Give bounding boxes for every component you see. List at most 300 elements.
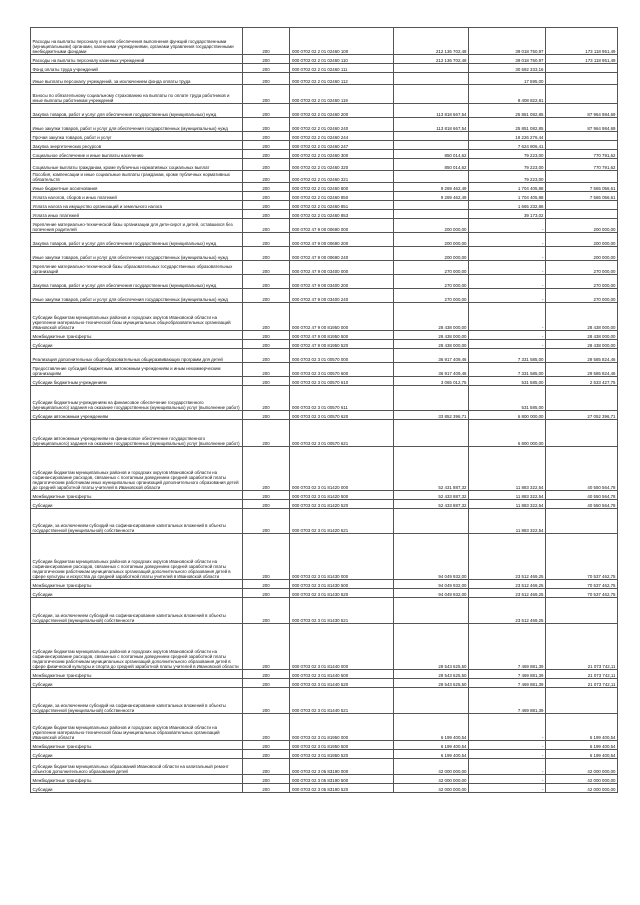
cell-v2: 23 512 469,25 bbox=[469, 580, 546, 589]
cell-v2: - bbox=[469, 784, 546, 793]
cell-v2: 7 331 585,00 bbox=[469, 363, 546, 377]
cell-name: Субсидии бюджетам муниципальных районов и городских округов Ивановской области на софинансирование расходов, связанных с поэтапным доведением средней заработной платы педагогическим работникам иных муниципальных организаций дополнительного образования детей до средней заработной платы учителей в Ивановской области bbox=[31, 447, 243, 491]
table-row bbox=[31, 420, 618, 447]
cell-v1: 6 199 400,54 bbox=[394, 750, 469, 759]
cell-kbk: 000 0703 02 3 01 00570 620 bbox=[290, 411, 394, 420]
cell-v2: 1 704 405,88 bbox=[469, 183, 546, 192]
cell-code: 200 bbox=[243, 420, 290, 447]
cell-code: 200 bbox=[243, 534, 290, 580]
cell-v3: 6 199 400,54 bbox=[546, 741, 618, 750]
cell-v2: - bbox=[469, 340, 546, 349]
cell-code: 200 bbox=[243, 750, 290, 759]
table-row bbox=[31, 377, 618, 386]
cell-code: 200 bbox=[243, 55, 290, 64]
cell-v3: 2 533 427,75 bbox=[546, 377, 618, 386]
table-row bbox=[31, 132, 618, 141]
cell-kbk: 000 0702 02 2 01 02460 300 bbox=[290, 150, 394, 159]
cell-code: 200 bbox=[243, 104, 290, 118]
cell-v3: 87 964 984,69 bbox=[546, 118, 618, 132]
table-row bbox=[31, 624, 618, 670]
cell-v2: 79 223,00 bbox=[469, 159, 546, 171]
table-row bbox=[31, 447, 618, 491]
cell-code: 200 bbox=[243, 303, 290, 331]
cell-code: 200 bbox=[243, 28, 290, 55]
cell-name: Закупка товаров, работ и услуг для обеспечения государственных (муниципальных) нужд bbox=[31, 233, 243, 247]
table-row bbox=[31, 775, 618, 784]
cell-v1: 200 000,00 bbox=[394, 233, 469, 247]
cell-kbk: 000 0703 02 3 05 83190 500 bbox=[290, 775, 394, 784]
cell-kbk: 000 0703 02 3 01 81430 520 bbox=[290, 589, 394, 598]
cell-v1: 94 049 932,00 bbox=[394, 534, 469, 580]
cell-v2: 6 800 000,00 bbox=[469, 411, 546, 420]
table-row bbox=[31, 118, 618, 132]
cell-v1: 6 199 400,54 bbox=[394, 714, 469, 741]
cell-name: Субсидии бюджетам муниципальных образований Ивановской области на капитальный ремонт объектов дополнительного образования детей bbox=[31, 759, 243, 775]
cell-kbk: 000 0702 02 2 01 02460 320 bbox=[290, 159, 394, 171]
cell-name: Иные выплаты персоналу учреждений, за исключением фонда оплаты труда bbox=[31, 73, 243, 85]
cell-kbk: 000 0703 02 3 01 81950 520 bbox=[290, 750, 394, 759]
cell-v1 bbox=[394, 171, 469, 183]
table-row bbox=[31, 534, 618, 580]
cell-v2: 7 331 585,00 bbox=[469, 349, 546, 363]
table-row bbox=[31, 349, 618, 363]
cell-code: 200 bbox=[243, 589, 290, 598]
cell-v1: 113 818 667,54 bbox=[394, 104, 469, 118]
cell-name: Межбюджетные трансферты bbox=[31, 331, 243, 340]
cell-kbk: 000 0702 02 2 01 02460 247 bbox=[290, 141, 394, 150]
cell-v3: 29 585 824,46 bbox=[546, 363, 618, 377]
cell-kbk: 000 0703 02 3 01 81950 500 bbox=[290, 741, 394, 750]
table-row bbox=[31, 759, 618, 775]
table-row bbox=[31, 64, 618, 73]
cell-v1 bbox=[394, 73, 469, 85]
table-row bbox=[31, 171, 618, 183]
cell-v3: 770 791,62 bbox=[546, 159, 618, 171]
cell-v1: 33 852 396,71 bbox=[394, 411, 469, 420]
cell-v2: - bbox=[469, 289, 546, 303]
table-row bbox=[31, 363, 618, 377]
cell-v2: - bbox=[469, 714, 546, 741]
cell-v2: - bbox=[469, 233, 546, 247]
cell-code: 200 bbox=[243, 509, 290, 534]
cell-kbk: 000 0702 47 9 00 00690 000 bbox=[290, 219, 394, 233]
cell-v1: 28 438 000,00 bbox=[394, 303, 469, 331]
cell-name: Расходы на выплаты персоналу в целях обеспечения выполнения функций государственными (муниципальными) органами, казенными учреждениями, органами управления государственными внебюджетными фондами bbox=[31, 28, 243, 55]
cell-v2: 39 173,02 bbox=[469, 210, 546, 219]
cell-v3 bbox=[546, 141, 618, 150]
cell-name: Субсидии bbox=[31, 679, 243, 688]
cell-kbk: 000 0703 02 3 01 81440 521 bbox=[290, 688, 394, 714]
cell-v3 bbox=[546, 509, 618, 534]
cell-code: 200 bbox=[243, 261, 290, 275]
cell-v1 bbox=[394, 210, 469, 219]
cell-v2: 39 018 750,97 bbox=[469, 28, 546, 55]
table-row bbox=[31, 219, 618, 233]
cell-v3 bbox=[546, 386, 618, 411]
cell-v1 bbox=[394, 201, 469, 210]
cell-code: 200 bbox=[243, 219, 290, 233]
cell-v2: 23 512 469,25 bbox=[469, 534, 546, 580]
cell-kbk: 000 0703 02 3 01 81430 000 bbox=[290, 534, 394, 580]
cell-v2: - bbox=[469, 303, 546, 331]
cell-kbk: 000 0703 02 3 01 81430 500 bbox=[290, 580, 394, 589]
cell-kbk: 000 0702 47 9 00 03400 200 bbox=[290, 275, 394, 289]
cell-kbk: 000 0703 02 3 01 00570 610 bbox=[290, 377, 394, 386]
budget-report-sheet bbox=[30, 27, 617, 793]
cell-kbk: 000 0702 02 2 01 02460 244 bbox=[290, 132, 394, 141]
cell-v1: 52 433 887,32 bbox=[394, 491, 469, 500]
table-row bbox=[31, 247, 618, 261]
cell-v1 bbox=[394, 132, 469, 141]
cell-kbk: 000 0703 02 3 01 81440 500 bbox=[290, 670, 394, 679]
cell-kbk: 000 0702 02 2 01 02460 853 bbox=[290, 210, 394, 219]
table-row bbox=[31, 159, 618, 171]
cell-v2: 17 595,00 bbox=[469, 73, 546, 85]
cell-name: Субсидии bbox=[31, 589, 243, 598]
cell-code: 200 bbox=[243, 331, 290, 340]
cell-v2: - bbox=[469, 331, 546, 340]
table-row bbox=[31, 750, 618, 759]
table-row bbox=[31, 688, 618, 714]
cell-v3 bbox=[546, 85, 618, 104]
table-row bbox=[31, 192, 618, 201]
cell-code: 200 bbox=[243, 598, 290, 624]
cell-name: Иные закупки товаров, работ и услуг для обеспечения государственных (муниципальных) нужд bbox=[31, 118, 243, 132]
cell-name: Укрепление материально-технической базы образовательных государственных образовательных организаций bbox=[31, 261, 243, 275]
cell-v1: 3 065 012,75 bbox=[394, 377, 469, 386]
cell-name: Межбюджетные трансферты bbox=[31, 491, 243, 500]
cell-code: 200 bbox=[243, 580, 290, 589]
cell-v1: 200 000,00 bbox=[394, 219, 469, 233]
cell-v1: 6 199 400,54 bbox=[394, 741, 469, 750]
cell-code: 200 bbox=[243, 784, 290, 793]
cell-v2: 11 883 322,54 bbox=[469, 500, 546, 509]
cell-code: 200 bbox=[243, 141, 290, 150]
cell-v2: 11 883 322,54 bbox=[469, 491, 546, 500]
cell-v3: 173 118 951,49 bbox=[546, 28, 618, 55]
cell-v1: 9 269 462,49 bbox=[394, 192, 469, 201]
cell-v2: 79 223,00 bbox=[469, 150, 546, 159]
cell-name: Закупка энергетических ресурсов bbox=[31, 141, 243, 150]
cell-v1: 850 014,62 bbox=[394, 159, 469, 171]
cell-name: Субсидии бюджетным учреждениям на финансовое обеспечение государственного (муниципального) задания на оказание государственных (муниципальных) услуг (выполнение работ) bbox=[31, 386, 243, 411]
cell-kbk: 000 0702 02 2 01 02460 850 bbox=[290, 192, 394, 201]
cell-code: 200 bbox=[243, 349, 290, 363]
cell-v3: 7 565 056,61 bbox=[546, 192, 618, 201]
cell-kbk: 000 0702 47 9 00 03400 240 bbox=[290, 289, 394, 303]
cell-kbk: 000 0702 02 2 01 02460 800 bbox=[290, 183, 394, 192]
table-row bbox=[31, 150, 618, 159]
cell-v1: 850 014,62 bbox=[394, 150, 469, 159]
cell-v3: 28 438 000,00 bbox=[546, 331, 618, 340]
cell-code: 200 bbox=[243, 73, 290, 85]
table-row bbox=[31, 303, 618, 331]
cell-name: Субсидии bbox=[31, 340, 243, 349]
cell-name: Иные закупки товаров, работ и услуг для обеспечения государственных (муниципальных) нужд bbox=[31, 289, 243, 303]
cell-v3: 42 000 000,00 bbox=[546, 759, 618, 775]
cell-v2: - bbox=[469, 261, 546, 275]
cell-v3: 6 199 400,54 bbox=[546, 714, 618, 741]
table-row bbox=[31, 141, 618, 150]
cell-v1: 42 000 000,00 bbox=[394, 759, 469, 775]
cell-name: Субсидии бюджетам муниципальных районов и городских округов Ивановской области на софинансирование расходов, связанных с поэтапным доведением средней заработной платы педагогическим работникам муниципальных организаций дополнительного образования детей в сфере физической культуры и спорта до средней заработной платы учителей в Ивановской области bbox=[31, 624, 243, 670]
cell-kbk: 000 0703 02 3 01 81440 000 bbox=[290, 624, 394, 670]
cell-v3: 40 550 564,78 bbox=[546, 447, 618, 491]
table-row bbox=[31, 589, 618, 598]
cell-kbk: 000 0703 02 3 01 81420 000 bbox=[290, 447, 394, 491]
cell-v2: 79 223,00 bbox=[469, 171, 546, 183]
cell-v3: 21 073 742,11 bbox=[546, 679, 618, 688]
cell-name: Субсидии автономным учреждениям на финансовое обеспечение государственного (муниципального) задания на оказание государственных (муниципальных) услуг (выполнение работ) bbox=[31, 420, 243, 447]
cell-name: Уплата иных платежей bbox=[31, 210, 243, 219]
table-row bbox=[31, 741, 618, 750]
cell-v2: 11 883 322,54 bbox=[469, 447, 546, 491]
cell-v1: 42 000 000,00 bbox=[394, 784, 469, 793]
table-row bbox=[31, 784, 618, 793]
cell-v1: 94 049 932,00 bbox=[394, 589, 469, 598]
cell-name: Закупка товаров, работ и услуг для обеспечения государственных (муниципальных) нужд bbox=[31, 104, 243, 118]
cell-v2: 6 800 000,00 bbox=[469, 420, 546, 447]
cell-code: 200 bbox=[243, 64, 290, 73]
cell-code: 200 bbox=[243, 670, 290, 679]
cell-v3: 770 791,62 bbox=[546, 150, 618, 159]
cell-name: Межбюджетные трансферты bbox=[31, 580, 243, 589]
cell-kbk: 000 0703 02 3 01 00570 611 bbox=[290, 386, 394, 411]
cell-name: Пособия, компенсации и иные социальные выплаты гражданам, кроме публичных нормативных обязательств bbox=[31, 171, 243, 183]
cell-v2: 11 883 322,54 bbox=[469, 509, 546, 534]
cell-v1: 9 269 462,49 bbox=[394, 183, 469, 192]
cell-v1 bbox=[394, 420, 469, 447]
cell-name: Уплата налога на имущество организаций и земельного налога bbox=[31, 201, 243, 210]
cell-code: 200 bbox=[243, 132, 290, 141]
cell-v3: 27 052 396,71 bbox=[546, 411, 618, 420]
cell-v3: 70 537 462,75 bbox=[546, 534, 618, 580]
cell-v3: 70 537 462,75 bbox=[546, 589, 618, 598]
cell-code: 200 bbox=[243, 679, 290, 688]
cell-code: 200 bbox=[243, 377, 290, 386]
cell-code: 200 bbox=[243, 171, 290, 183]
cell-kbk: 000 0703 02 3 01 00570 600 bbox=[290, 363, 394, 377]
cell-kbk: 000 0703 02 3 01 81430 521 bbox=[290, 598, 394, 624]
cell-name: Субсидии, за исключением субсидий на софинансирование капитальных вложений в объекты государственной (муниципальной) собственности bbox=[31, 509, 243, 534]
cell-kbk: 000 0702 02 2 01 02460 321 bbox=[290, 171, 394, 183]
table-row bbox=[31, 598, 618, 624]
cell-v3 bbox=[546, 73, 618, 85]
table-row bbox=[31, 73, 618, 85]
cell-kbk: 000 0702 02 2 01 02460 111 bbox=[290, 64, 394, 73]
table-row bbox=[31, 55, 618, 64]
cell-v1: 52 431 887,32 bbox=[394, 447, 469, 491]
cell-code: 200 bbox=[243, 624, 290, 670]
cell-code: 200 bbox=[243, 411, 290, 420]
cell-v1: 212 136 702,48 bbox=[394, 28, 469, 55]
cell-code: 200 bbox=[243, 183, 290, 192]
table-row bbox=[31, 340, 618, 349]
table-row bbox=[31, 491, 618, 500]
cell-name: Межбюджетные трансферты bbox=[31, 670, 243, 679]
cell-code: 200 bbox=[243, 759, 290, 775]
table-row bbox=[31, 85, 618, 104]
cell-v1: 113 818 667,54 bbox=[394, 118, 469, 132]
cell-v3: 200 000,00 bbox=[546, 233, 618, 247]
cell-code: 200 bbox=[243, 491, 290, 500]
cell-code: 200 bbox=[243, 192, 290, 201]
cell-v2: - bbox=[469, 275, 546, 289]
cell-v2: 23 512 469,25 bbox=[469, 589, 546, 598]
cell-v1 bbox=[394, 598, 469, 624]
cell-kbk: 000 0702 47 9 00 81950 500 bbox=[290, 331, 394, 340]
cell-v2: - bbox=[469, 759, 546, 775]
cell-name: Фонд оплаты труда учреждений bbox=[31, 64, 243, 73]
cell-v1: 28 438 000,00 bbox=[394, 331, 469, 340]
cell-kbk: 000 0702 02 2 01 02460 110 bbox=[290, 55, 394, 64]
cell-v1 bbox=[394, 386, 469, 411]
cell-code: 200 bbox=[243, 85, 290, 104]
cell-v3: 270 000,00 bbox=[546, 275, 618, 289]
cell-code: 200 bbox=[243, 363, 290, 377]
cell-v3: 42 000 000,00 bbox=[546, 775, 618, 784]
cell-v3 bbox=[546, 64, 618, 73]
cell-kbk: 000 0703 02 3 01 81420 521 bbox=[290, 509, 394, 534]
cell-code: 200 bbox=[243, 688, 290, 714]
cell-code: 200 bbox=[243, 447, 290, 491]
cell-v3: 200 000,00 bbox=[546, 247, 618, 261]
cell-code: 200 bbox=[243, 775, 290, 784]
cell-v2: - bbox=[469, 741, 546, 750]
cell-v2: 25 851 082,85 bbox=[469, 104, 546, 118]
cell-code: 200 bbox=[243, 275, 290, 289]
table-row bbox=[31, 580, 618, 589]
cell-kbk: 000 0703 02 3 01 00570 621 bbox=[290, 420, 394, 447]
cell-kbk: 000 0703 02 3 05 83190 000 bbox=[290, 759, 394, 775]
cell-v3: 42 000 000,00 bbox=[546, 784, 618, 793]
cell-v3 bbox=[546, 598, 618, 624]
cell-v3: 28 438 000,00 bbox=[546, 303, 618, 331]
cell-kbk: 000 0702 47 9 00 81950 520 bbox=[290, 340, 394, 349]
cell-v3: 7 565 056,61 bbox=[546, 183, 618, 192]
cell-kbk: 000 0702 02 2 01 02460 240 bbox=[290, 118, 394, 132]
cell-v1: 270 000,00 bbox=[394, 289, 469, 303]
cell-v2: 7 469 881,39 bbox=[469, 670, 546, 679]
cell-v3 bbox=[546, 201, 618, 210]
cell-v2: 7 469 881,39 bbox=[469, 688, 546, 714]
cell-v2: 531 585,00 bbox=[469, 386, 546, 411]
cell-v1 bbox=[394, 85, 469, 104]
cell-name: Социальные выплаты гражданам, кроме публичных нормативных социальных выплат bbox=[31, 159, 243, 171]
table-row bbox=[31, 411, 618, 420]
cell-v1: 42 000 000,00 bbox=[394, 775, 469, 784]
cell-v1: 36 917 409,46 bbox=[394, 363, 469, 377]
cell-v3 bbox=[546, 210, 618, 219]
table-row bbox=[31, 104, 618, 118]
cell-code: 200 bbox=[243, 340, 290, 349]
cell-name: Иные бюджетные ассигнования bbox=[31, 183, 243, 192]
cell-name: Укрепление материально-технической базы организации для дети-сирот и детей, оставшихся без попечения родителей bbox=[31, 219, 243, 233]
cell-v3: 21 073 742,11 bbox=[546, 670, 618, 679]
cell-v1: 36 917 409,46 bbox=[394, 349, 469, 363]
cell-name: Предоставление субсидий бюджетным, автономным учреждениям и иным некоммерческим организациям bbox=[31, 363, 243, 377]
cell-v1: 52 433 887,32 bbox=[394, 500, 469, 509]
cell-name: Субсидии бюджетам муниципальных районов и городских округов Ивановской области на укрепление материально-технической базы муниципальных образовательных организаций Ивановской области bbox=[31, 714, 243, 741]
table-row bbox=[31, 509, 618, 534]
cell-v1 bbox=[394, 141, 469, 150]
cell-v1: 200 000,00 bbox=[394, 247, 469, 261]
table-row bbox=[31, 261, 618, 275]
cell-name: Расходы на выплаты персоналу казенных учреждений bbox=[31, 55, 243, 64]
cell-v2: 531 585,00 bbox=[469, 377, 546, 386]
table-row bbox=[31, 679, 618, 688]
cell-kbk: 000 0702 02 2 01 02460 851 bbox=[290, 201, 394, 210]
cell-kbk: 000 0703 02 3 01 81420 520 bbox=[290, 500, 394, 509]
cell-name: Реализация дополнительных общеобразовательных общеразвивающих программ для детей bbox=[31, 349, 243, 363]
cell-v3 bbox=[546, 171, 618, 183]
cell-code: 200 bbox=[243, 150, 290, 159]
cell-name: Субсидии bbox=[31, 784, 243, 793]
table-row bbox=[31, 201, 618, 210]
cell-code: 200 bbox=[243, 159, 290, 171]
table-row bbox=[31, 714, 618, 741]
cell-name: Субсидии автономным учреждениям bbox=[31, 411, 243, 420]
cell-v2: 25 851 082,85 bbox=[469, 118, 546, 132]
cell-v2: 39 018 750,97 bbox=[469, 55, 546, 64]
cell-code: 200 bbox=[243, 741, 290, 750]
cell-v1: 212 136 702,48 bbox=[394, 55, 469, 64]
cell-name: Иные закупки товаров, работ и услуг для обеспечения государственных (муниципальных) нужд bbox=[31, 247, 243, 261]
cell-code: 200 bbox=[243, 500, 290, 509]
cell-name: Социальное обеспечение и иные выплаты населению bbox=[31, 150, 243, 159]
cell-kbk: 000 0703 02 3 01 81440 520 bbox=[290, 679, 394, 688]
table-row bbox=[31, 275, 618, 289]
cell-v1: 28 543 625,50 bbox=[394, 624, 469, 670]
cell-kbk: 000 0702 47 9 00 00690 240 bbox=[290, 247, 394, 261]
cell-v2: - bbox=[469, 247, 546, 261]
cell-name: Уплата налогов, сборов и иных платежей bbox=[31, 192, 243, 201]
cell-v1 bbox=[394, 509, 469, 534]
cell-kbk: 000 0702 02 2 01 02460 200 bbox=[290, 104, 394, 118]
cell-v2: - bbox=[469, 775, 546, 784]
cell-kbk: 000 0702 02 2 01 02460 119 bbox=[290, 85, 394, 104]
cell-kbk: 000 0703 02 3 05 83190 520 bbox=[290, 784, 394, 793]
cell-v2: 23 512 469,25 bbox=[469, 598, 546, 624]
table-row bbox=[31, 670, 618, 679]
cell-v2: 18 226 276,44 bbox=[469, 132, 546, 141]
cell-v1: 270 000,00 bbox=[394, 261, 469, 275]
cell-code: 200 bbox=[243, 247, 290, 261]
table-row bbox=[31, 210, 618, 219]
cell-code: 200 bbox=[243, 118, 290, 132]
cell-kbk: 000 0702 47 9 00 03400 000 bbox=[290, 261, 394, 275]
cell-v3: 200 000,00 bbox=[546, 219, 618, 233]
cell-v3: 40 550 564,78 bbox=[546, 500, 618, 509]
cell-name: Субсидии бюджетам муниципальных районов и городских округов Ивановской области на софинансирование расходов, связанных с поэтапным доведением средней заработной платы педагогическим работникам муниципальных организаций дополнительного образования детей в сфере культуры и искусства до средней заработной платы учителей в Ивановской области bbox=[31, 534, 243, 580]
cell-v3 bbox=[546, 132, 618, 141]
cell-name: Субсидии бюджетам муниципальных районов и городских округов Ивановской области на укрепление материально-технической базы муниципальных общеобразовательных организаций Ивановской области bbox=[31, 303, 243, 331]
cell-kbk: 000 0702 47 9 00 81950 000 bbox=[290, 303, 394, 331]
cell-name: Межбюджетные трансферты bbox=[31, 741, 243, 750]
cell-code: 200 bbox=[243, 201, 290, 210]
cell-v3: 270 000,00 bbox=[546, 261, 618, 275]
cell-name: Субсидии, за исключением субсидий на софинансирование капитальных вложений в объекты государственной (муниципальной) собственности bbox=[31, 688, 243, 714]
cell-v2: 7 624 806,41 bbox=[469, 141, 546, 150]
cell-name: Межбюджетные трансферты bbox=[31, 775, 243, 784]
table-row bbox=[31, 331, 618, 340]
cell-v2: - bbox=[469, 750, 546, 759]
cell-code: 200 bbox=[243, 714, 290, 741]
cell-v1 bbox=[394, 688, 469, 714]
cell-name: Субсидии, за исключением субсидий на софинансирование капитальных вложений в объекты государственной (муниципальной) собственности bbox=[31, 598, 243, 624]
cell-kbk: 000 0702 47 9 00 00690 200 bbox=[290, 233, 394, 247]
cell-v2: 8 408 822,81 bbox=[469, 85, 546, 104]
